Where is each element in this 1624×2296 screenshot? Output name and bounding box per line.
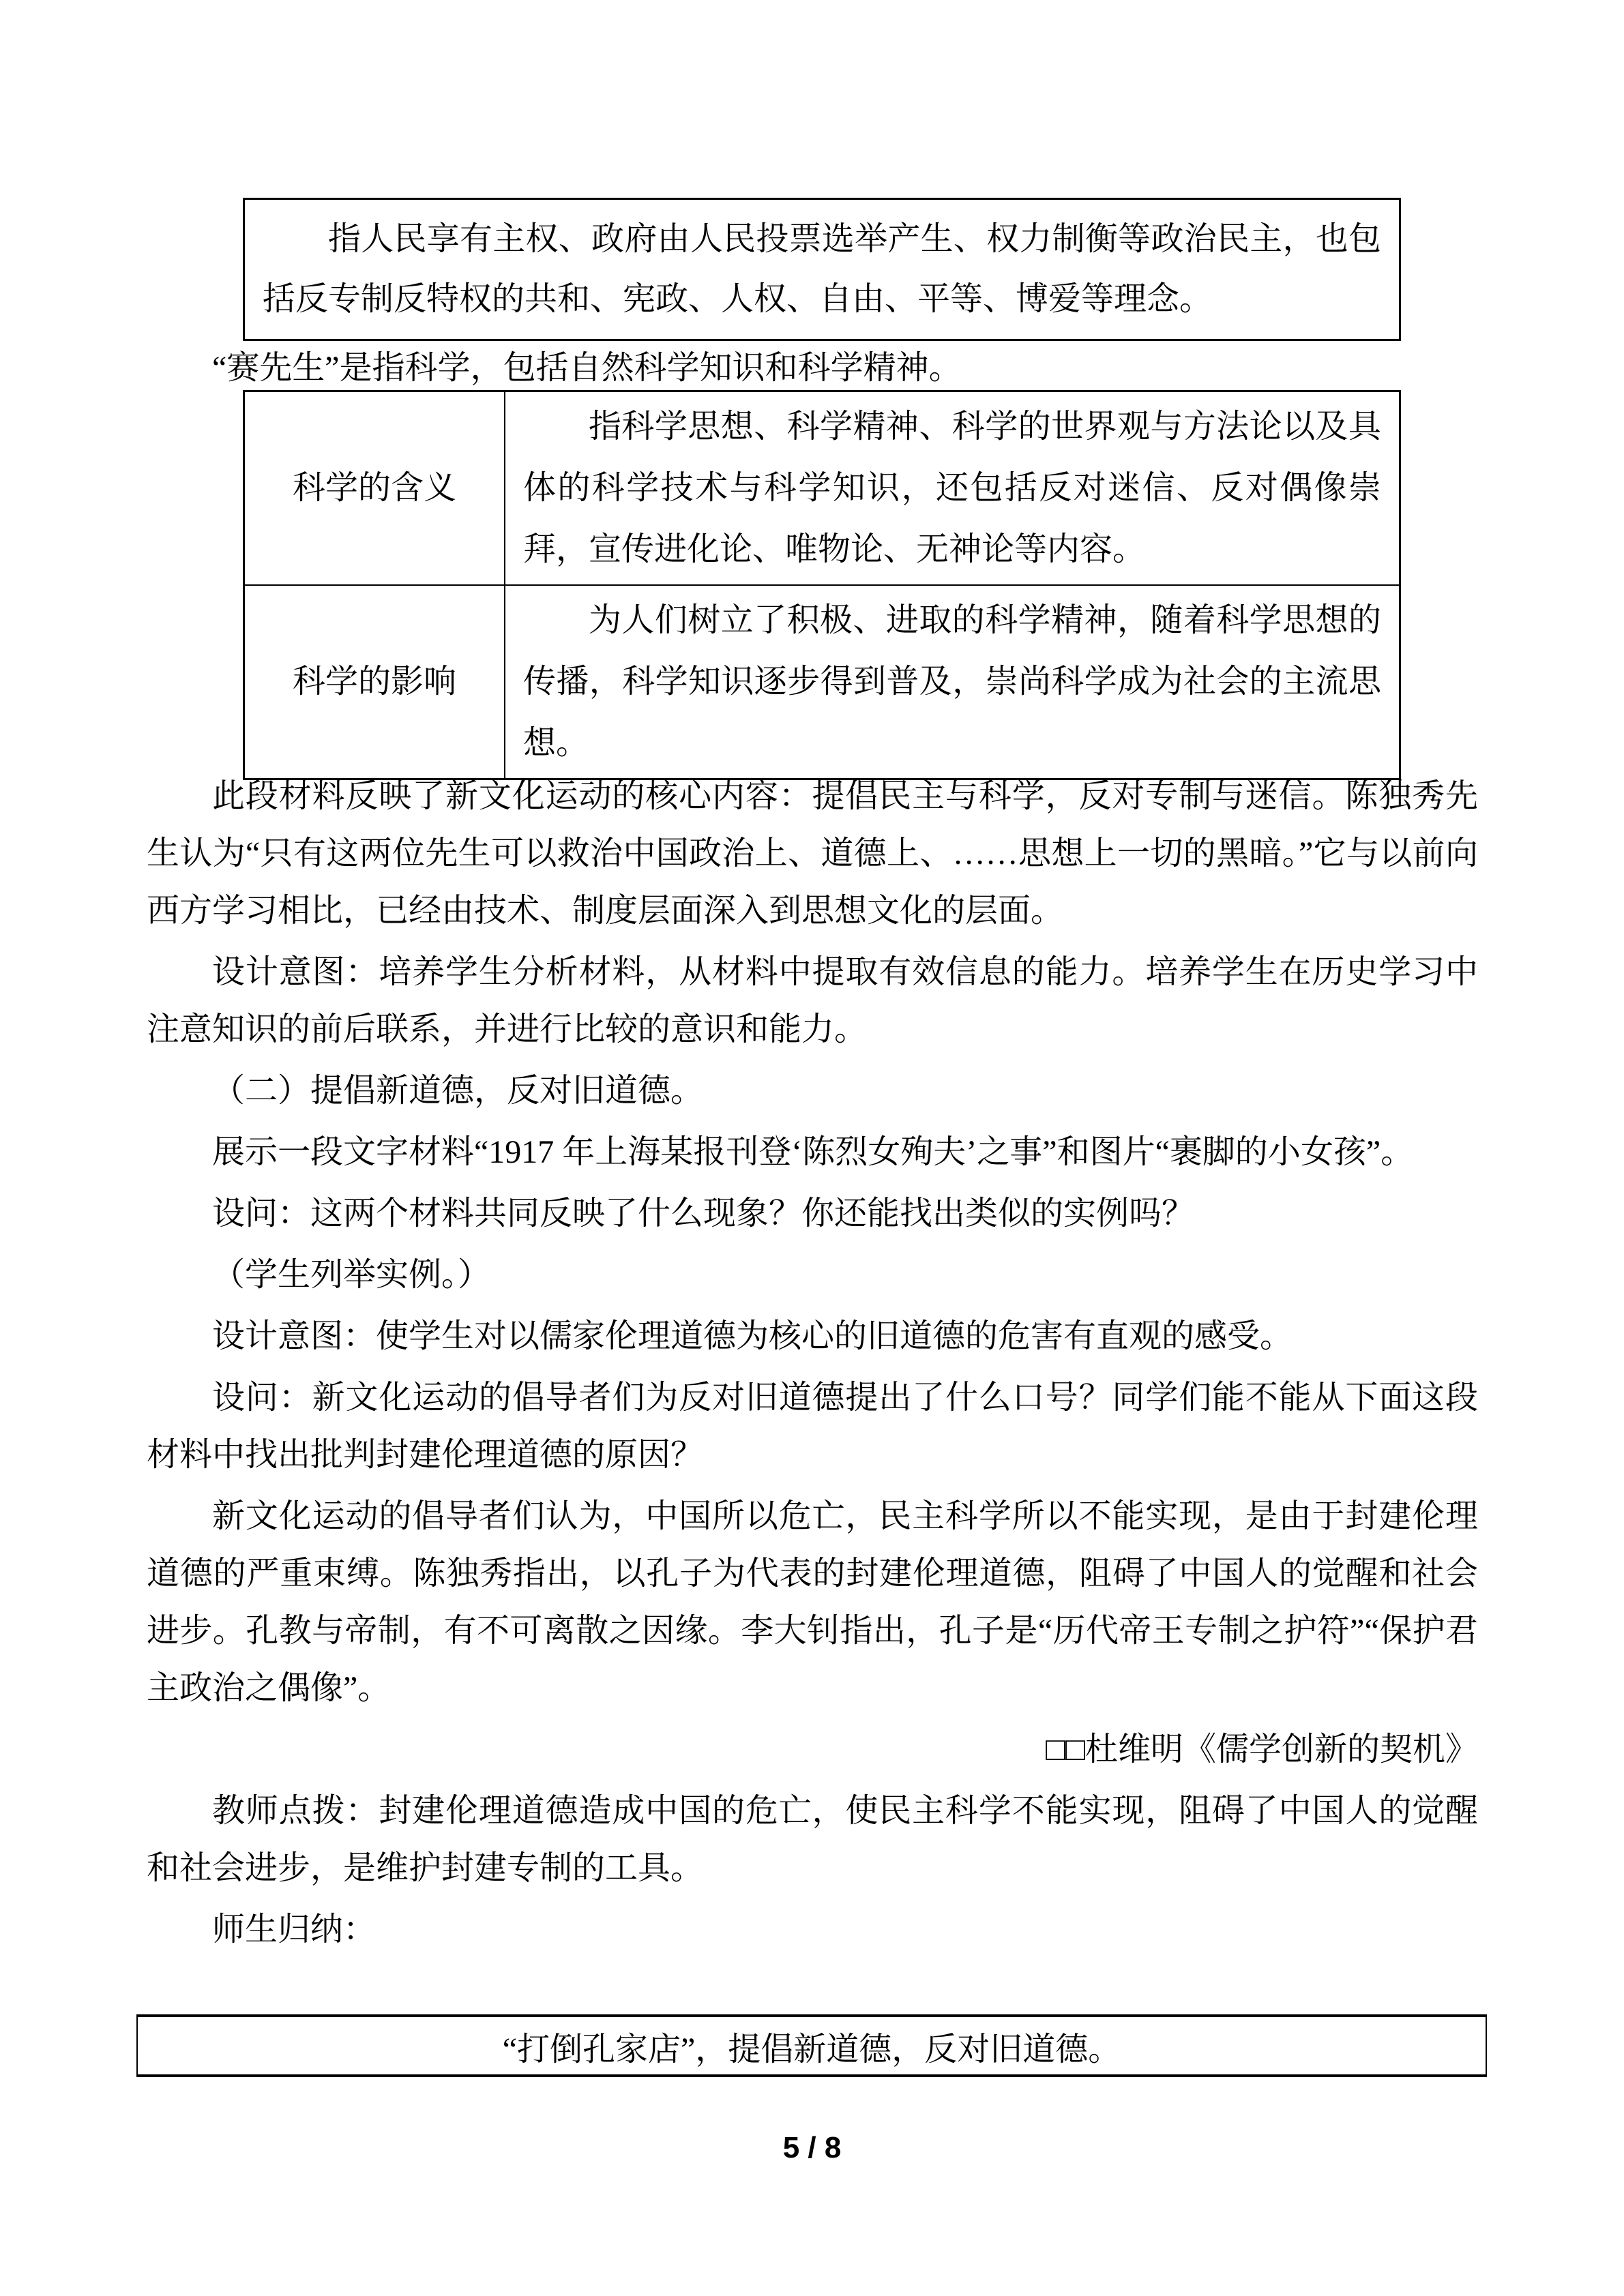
row-content-cell bbox=[505, 391, 1400, 586]
row-content-science-meaning: 指科学思想、科学精神、科学的世界观与方法论以及具体的科学技术与科学知识，还包括反对迷信、反对偶像崇拜，宣传进化论、唯物论、无神论等内容。 bbox=[523, 408, 1381, 567]
paragraph-material-summary: 此段材料反映了新文化运动的核心内容：提倡民主与科学，反对专制与迷信。陈独秀先生认为“只有这两位先生可以救治中国政治上、道德上、……思想上一切的黑暗。”它与以前向西方学习相比，已经由技术、制度层面深入到思想文化的层面。 bbox=[147, 778, 1478, 929]
paragraph-teacher-student-summary-label: 师生归纳： bbox=[212, 1911, 377, 1948]
page-number: 5 / 8 bbox=[782, 2131, 842, 2164]
paragraph-material-display: 展示一段文字材料“1917 年上海某报刊登‘陈烈女殉夫’之事”和图片“裹脚的小女孩”。 bbox=[212, 1134, 1414, 1170]
democracy-definition-text: 指人民享有主权、政府由人民投票选举产生、权力制衡等政治民主，也包括反专制反特权的共和、宪政、人权、自由、平等、博爱等理念。 bbox=[263, 221, 1381, 317]
body-text-block bbox=[147, 768, 1478, 1963]
citation-line: □□杜维明《儒学创新的契机》 bbox=[1046, 1731, 1478, 1768]
row-header-science-meaning: 科学的含义 bbox=[244, 391, 505, 586]
table-row-science-meaning bbox=[244, 391, 1400, 586]
paragraph-teacher-guidance: 教师点拨：封建伦理道德造成中国的危亡，使民主科学不能实现，阻碍了中国人的觉醒和社会进步，是维护封建专制的工具。 bbox=[147, 1793, 1478, 1886]
table-row-science-impact bbox=[244, 585, 1400, 779]
row-content-science-impact: 为人们树立了积极、进取的科学精神，随着科学思想的传播，科学知识逐步得到普及，崇尚科学成为社会的主流思想。 bbox=[523, 602, 1381, 761]
democracy-definition-box bbox=[243, 198, 1401, 341]
slogan-summary-text: “打倒孔家店”，提倡新道德，反对旧道德。 bbox=[502, 2031, 1121, 2068]
paragraph-design-intent-1: 设计意图：培养学生分析材料，从材料中提取有效信息的能力。培养学生在历史学习中注意知识的前后联系，并进行比较的意识和能力。 bbox=[147, 954, 1478, 1047]
paragraph-section-heading: （二）提倡新道德，反对旧道德。 bbox=[212, 1073, 704, 1109]
row-header-science-impact: 科学的影响 bbox=[244, 585, 505, 779]
paragraph-student-examples: （学生列举实例。） bbox=[212, 1257, 491, 1293]
paragraph-quoted-material: 新文化运动的倡导者们认为，中国所以危亡，民主科学所以不能实现，是由于封建伦理道德的严重束缚。陈独秀指出，以孔子为代表的封建伦理道德，阻碍了中国人的觉醒和社会进步。孔教与帝制，有不可离散之因缘。李大钊指出，孔子是“历代帝王专制之护符”“保护君主政治之偶像”。 bbox=[147, 1498, 1478, 1706]
paragraph-design-intent-2: 设计意图：使学生对以儒家伦理道德为核心的旧道德的危害有直观的感受。 bbox=[212, 1318, 1293, 1354]
sai-xiansheng-line: “赛先生”是指科学，包括自然科学知识和科学精神。 bbox=[212, 350, 962, 386]
science-definition-table bbox=[243, 390, 1401, 780]
paragraph-question-1: 设问：这两个材料共同反映了什么现象？你还能找出类似的实例吗？ bbox=[212, 1195, 1195, 1232]
slogan-summary-box bbox=[136, 2014, 1487, 2077]
paragraph-question-2: 设问：新文化运动的倡导者们为反对旧道德提出了什么口号？同学们能不能从下面这段材料中找出批判封建伦理道德的原因？ bbox=[147, 1380, 1478, 1473]
row-content-cell bbox=[505, 585, 1400, 779]
